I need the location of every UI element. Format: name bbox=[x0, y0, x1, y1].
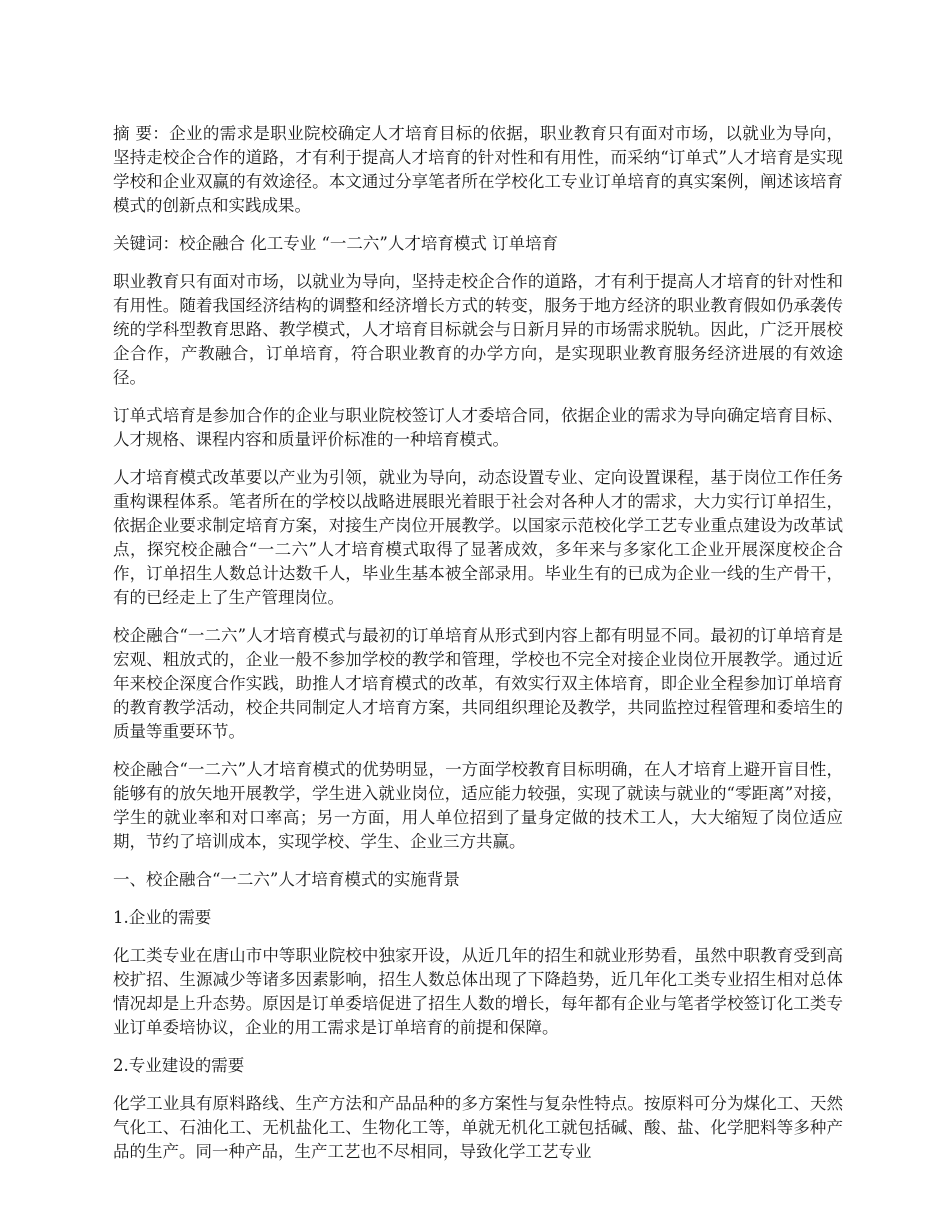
section-heading: 一、校企融合“一二六”人才培育模式的实施背景 bbox=[113, 870, 460, 889]
body-paragraph: 化学工业具有原料路线、生产方法和产品品种的多方案性与复杂性特点。按原料可分为煤化工、天然气化工、石油化工、无机盐化工、生物化工等，单就无机化工就包括碱、酸、盐、化学肥料等多种产品的生产。同一种产品，生产工艺也不尽相同，导致化学工艺专业 bbox=[113, 1094, 843, 1161]
keywords-line: 关键词：校企融合 化工专业 “一二六”人才培育模式 订单培育 bbox=[113, 234, 559, 253]
body-paragraph: 化工类专业在唐山市中等职业院校中独家开设，从近几年的招生和就业形势看，虽然中职教育受到高校扩招、生源减少等诸多因素影响，招生人数总体出现了下降趋势，近几年化工类专业招生相对总体情况却是上升态势。原因是订单委培促进了招生人数的增长，每年都有企业与笔者学校签订化工类专业订单委培协议，企业的用工需求是订单培育的前提和保障。 bbox=[113, 946, 843, 1037]
subsection-heading: 1.企业的需要 bbox=[113, 908, 212, 927]
body-paragraph: 人才培育模式改革要以产业为引领，就业为导向，动态设置专业、定向设置课程，基于岗位工作任务重构课程体系。笔者所在的学校以战略进展眼光着眼于社会对各种人才的需求，大力实行订单招生，依据企业要求制定培育方案，对接生产岗位开展教学。以国家示范校化学工艺专业重点建设为改革试点，探究校企融合“一二六”人才培育模式取得了显著成效，多年来与多家化工企业开展深度校企合作，订单招生人数总计达数千人，毕业生基本被全部录用。毕业生有的已成为企业一线的生产骨干，有的已经走上了生产管理岗位。 bbox=[113, 468, 843, 607]
body-paragraph: 职业教育只有面对市场，以就业为导向，坚持走校企合作的道路，才有利于提高人才培育的针对性和有用性。随着我国经济结构的调整和经济增长方式的转变，服务于地方经济的职业教育假如仍承袭传统的学科型教育思路、教学模式，人才培育目标就会与日新月异的市场需求脱轨。因此，广泛开展校企合作，产教融合，订单培育，符合职业教育的办学方向，是实现职业教育服务经济进展的有效途径。 bbox=[113, 272, 843, 387]
body-paragraph: 校企融合“一二六”人才培育模式的优势明显，一方面学校教育目标明确，在人才培育上避开盲目性，能够有的放矢地开展教学，学生进入就业岗位，适应能力较强，实现了就读与就业的“零距离”对接，学生的就业率和对口率高；另一方面，用人单位招到了量身定做的技术工人，大大缩短了岗位适应期，节约了培训成本，实现学校、学生、企业三方共赢。 bbox=[113, 760, 843, 851]
body-paragraph: 校企融合“一二六”人才培育模式与最初的订单培育从形式到内容上都有明显不同。最初的订单培育是宏观、粗放式的，企业一般不参加学校的教学和管理，学校也不完全对接企业岗位开展教学。通过近年来校企深度合作实践，助推人才培育模式的改革，有效实行双主体培育，即企业全程参加订单培育的教育教学活动，校企共同制定人才培育方案，共同组织理论及教学，共同监控过程管理和委培生的质量等重要环节。 bbox=[113, 626, 843, 741]
body-paragraph: 订单式培育是参加合作的企业与职业院校签订人才委培合同，依据企业的需求为导向确定培育目标、人才规格、课程内容和质量评价标准的一种培育模式。 bbox=[113, 406, 843, 449]
subsection-heading: 2.专业建设的需要 bbox=[113, 1056, 245, 1075]
document-page bbox=[113, 122, 843, 1178]
abstract-paragraph: 摘 要：企业的需求是职业院校确定人才培育目标的依据，职业教育只有面对市场，以就业为导向，坚持走校企合作的道路，才有利于提高人才培育的针对性和有用性，而采纳“订单式”人才培育是实现学校和企业双赢的有效途径。本文通过分享笔者所在学校化工专业订单培育的真实案例，阐述该培育模式的创新点和实践成果。 bbox=[113, 124, 843, 215]
